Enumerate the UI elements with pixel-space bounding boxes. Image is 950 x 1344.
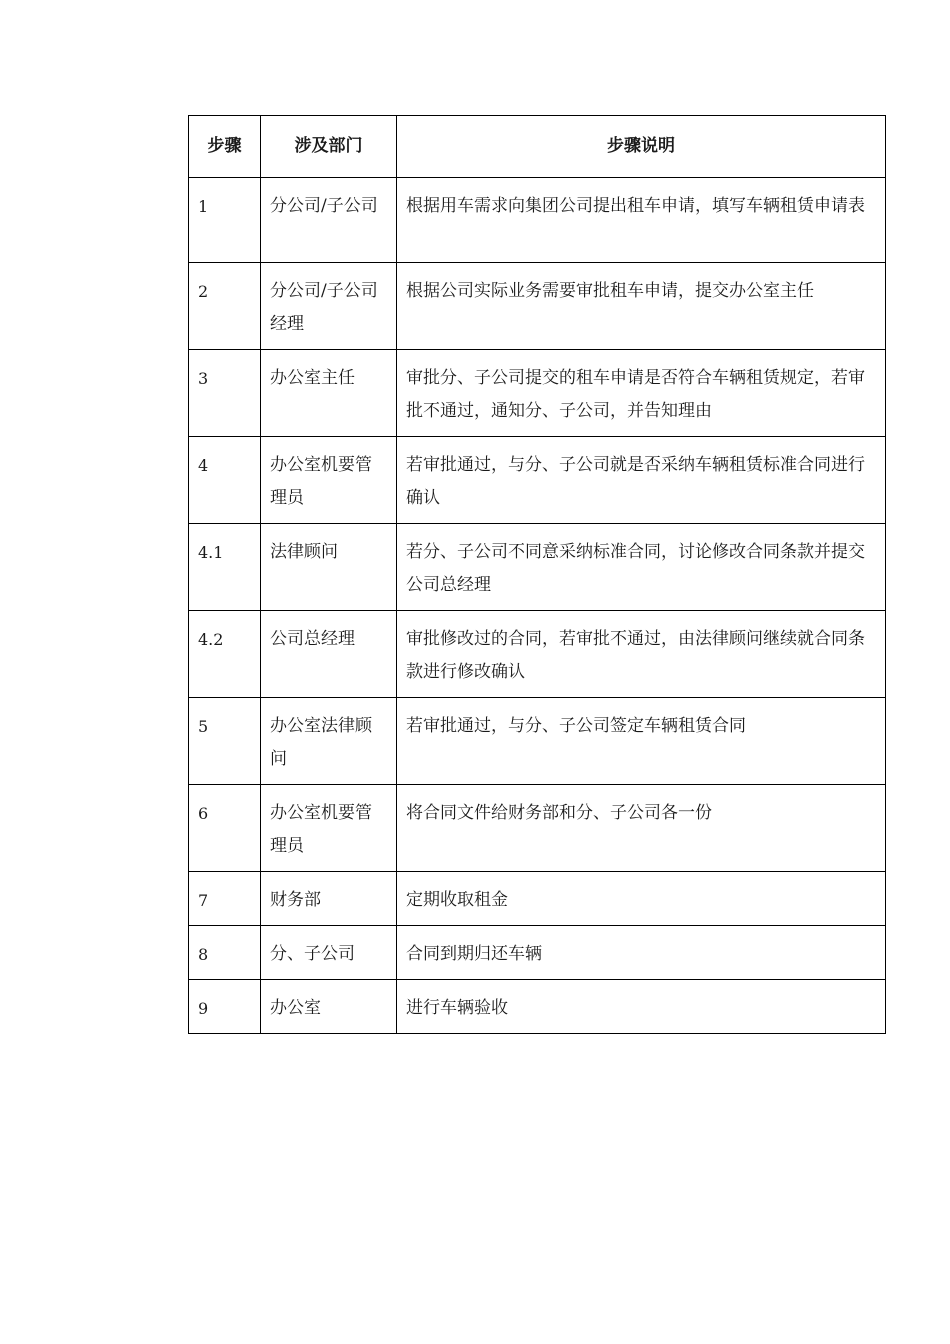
step-number: 8 xyxy=(189,926,261,980)
step-number: 4.2 xyxy=(189,611,261,698)
step-number: 3 xyxy=(189,350,261,437)
step-description: 若审批通过，与分、子公司签定车辆租赁合同 xyxy=(397,698,886,785)
step-description: 合同到期归还车辆 xyxy=(397,926,886,980)
step-number: 1 xyxy=(189,178,261,263)
step-number: 6 xyxy=(189,785,261,872)
step-department: 办公室机要管理员 xyxy=(261,785,397,872)
step-number: 5 xyxy=(189,698,261,785)
step-department: 法律顾问 xyxy=(261,524,397,611)
step-department: 办公室法律顾问 xyxy=(261,698,397,785)
step-description: 审批分、子公司提交的租车申请是否符合车辆租赁规定，若审批不通过，通知分、子公司，并告知理由 xyxy=(397,350,886,437)
step-department: 公司总经理 xyxy=(261,611,397,698)
table-row xyxy=(189,872,886,926)
step-description: 进行车辆验收 xyxy=(397,980,886,1034)
step-description: 若审批通过，与分、子公司就是否采纳车辆租赁标准合同进行确认 xyxy=(397,437,886,524)
step-department: 分公司/子公司 xyxy=(261,178,397,263)
table-row xyxy=(189,926,886,980)
header-description: 步骤说明 xyxy=(397,116,886,178)
table-row xyxy=(189,698,886,785)
table-row xyxy=(189,524,886,611)
step-department: 分、子公司 xyxy=(261,926,397,980)
step-description: 若分、子公司不同意采纳标准合同，讨论修改合同条款并提交公司总经理 xyxy=(397,524,886,611)
step-description: 定期收取租金 xyxy=(397,872,886,926)
step-department: 办公室 xyxy=(261,980,397,1034)
table-row xyxy=(189,350,886,437)
step-description: 将合同文件给财务部和分、子公司各一份 xyxy=(397,785,886,872)
step-number: 4 xyxy=(189,437,261,524)
table-row xyxy=(189,437,886,524)
table-row xyxy=(189,785,886,872)
step-description: 审批修改过的合同，若审批不通过，由法律顾问继续就合同条款进行修改确认 xyxy=(397,611,886,698)
step-number: 9 xyxy=(189,980,261,1034)
step-number: 7 xyxy=(189,872,261,926)
step-department: 办公室机要管理员 xyxy=(261,437,397,524)
table-row xyxy=(189,263,886,350)
table-header-row xyxy=(189,116,886,178)
step-department: 分公司/子公司经理 xyxy=(261,263,397,350)
step-department: 办公室主任 xyxy=(261,350,397,437)
step-number: 2 xyxy=(189,263,261,350)
step-description: 根据用车需求向集团公司提出租车申请，填写车辆租赁申请表 xyxy=(397,178,886,263)
table-row xyxy=(189,980,886,1034)
process-steps-table xyxy=(188,115,886,1034)
step-department: 财务部 xyxy=(261,872,397,926)
header-step: 步骤 xyxy=(189,116,261,178)
step-description: 根据公司实际业务需要审批租车申请，提交办公室主任 xyxy=(397,263,886,350)
header-department: 涉及部门 xyxy=(261,116,397,178)
table-row xyxy=(189,611,886,698)
table-row xyxy=(189,178,886,263)
step-number: 4.1 xyxy=(189,524,261,611)
